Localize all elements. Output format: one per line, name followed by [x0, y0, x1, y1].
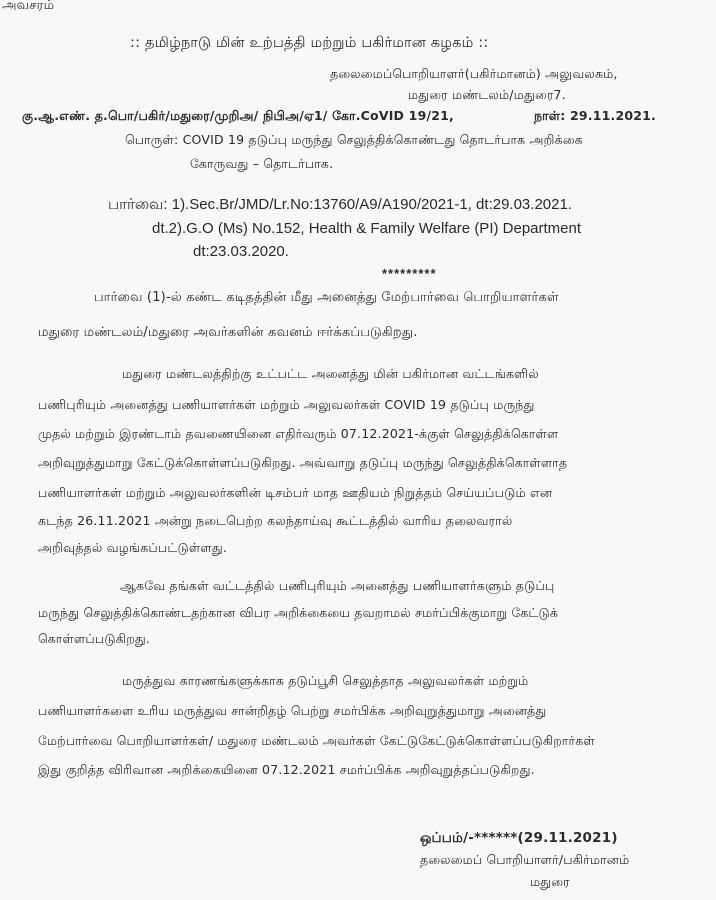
paragraph3-line2: மருந்து செலுத்திக்கொண்டதற்கான விபர அறிக்கையை தவறாமல் சமர்ப்பிக்குமாறு கேட்டுக்: [38, 605, 559, 620]
paragraph2-line1: மதுரை மண்டலத்திற்கு உட்பட்ட அனைத்து மின் பகிர்மான வட்டங்களில்: [122, 366, 539, 381]
urgent-label: அவசரம்: [2, 0, 55, 13]
paragraph4-line4: இது குறித்த விரிவான அறிக்கையினை 07.12.2021 சமர்ப்பிக்க அறிவுறுத்தப்படுகிறது.: [38, 762, 535, 777]
paragraph2-line5: பணியாளர்கள் மற்றும் அலுவலர்களின் டிசம்பர் மாத ஊதியம் நிறுத்தம் செய்யப்படும் என: [38, 485, 553, 500]
office-address-line2: மதுரை மண்டலம்/மதுரை7.: [408, 87, 566, 102]
paragraph2-line7: அறிவுத்தல் வழங்கப்பட்டுள்ளது.: [38, 540, 228, 555]
paragraph2-line2: பணிபுரியும் அனைத்து பணியாளர்கள் மற்றும் அலுவலர்கள் COVID 19 தடுப்பு மருந்து: [38, 397, 535, 412]
paragraph4-line1: மருத்துவ காரணங்களுக்காக தடுப்பூசி செலுத்தாத அலுவலர்கள் மற்றும்: [122, 673, 529, 688]
signature-designation: தலைமைப் பொறியாளர்/பகிர்மானம்: [420, 852, 630, 867]
signature-line: ஒப்பம்/-******(29.11.2021): [420, 830, 618, 846]
office-address-line1: தலைமைப்பொறியாளர்(பகிர்மானம்) அலுவலகம்,: [330, 66, 618, 81]
paragraph4-line3: மேற்பார்வை பொறியாளர்கள்/ மதுரை மண்டலம் அவர்கள் கேட்டுகேட்டுக்கொள்ளப்படுகிறார்கள்: [38, 733, 595, 748]
reference-line2: dt.2).G.O (Ms) No.152, Health & Family Welfare (PI) Department: [152, 220, 582, 237]
reference-line1: பார்வை: 1).Sec.Br/JMD/Lr.No:13760/A9/A190/2021-1, dt:29.03.2021.: [108, 196, 572, 213]
paragraph1-line1: பார்வை (1)-ல் கண்ட கடிதத்தின் மீது அனைத்து மேற்பார்வை பொறியாளர்கள்: [94, 290, 559, 305]
letter-date: நாள்: 29.11.2021.: [534, 108, 657, 123]
reference-number: கு.ஆ.எண். த.பொ/பகிர்/மதுரை/முறிஅ/ நிபிஅ/ஏ1/ கோ.CoVID 19/21,: [22, 108, 454, 123]
paragraph2-line3: முதல் மற்றும் இரண்டாம் தவணையினை எதிர்வரும் 07.12.2021-க்குள் செலுத்திக்கொள்ள: [38, 426, 559, 441]
paragraph3-line1: ஆகவே தங்கள் வட்டத்தில் பணிபுரியும் அனைத்து பணியாளர்களும் தடுப்பு: [120, 578, 555, 593]
subject-line2: கோருவது – தொடர்பாக.: [190, 156, 334, 171]
paragraph2-line6: கடந்த 26.11.2021 அன்று நடைபெற்ற கலந்தாய்வு கூட்டத்தில் வாரிய தலைவரால்: [38, 513, 513, 528]
paragraph2-line4: அறிவுறுத்துமாறு கேட்டுக்கொள்ளப்படுகிறது. அவ்வாறு தடுப்பு மருந்து செலுத்திக்கொள்ளாத: [38, 455, 568, 470]
signature-place: மதுரை: [530, 874, 570, 889]
subject-line1: பொருள்: COVID 19 தடுப்பு மருந்து செலுத்திக்கொண்டது தொடர்பாக அறிக்கை: [125, 132, 583, 147]
paragraph3-line3: கொள்ளப்படுகிறது.: [38, 631, 151, 646]
paragraph1-line2: மதுரை மண்டலம்/மதுரை அவர்களின் கவனம் ஈர்க்கப்படுகிறது.: [38, 325, 418, 340]
paragraph4-line2: பணியாளர்களை உரிய மருத்துவ சான்றிதழ் பெற்று சமர்பிக்க அறிவுறுத்துமாறு அனைத்து: [38, 703, 547, 718]
organization-name: :: தமிழ்நாடு மின் உற்பத்தி மற்றும் பகிர்மான கழகம் ::: [130, 35, 489, 51]
reference-line3: dt:23.03.2020.: [193, 243, 289, 260]
separator-stars: *********: [382, 266, 437, 281]
